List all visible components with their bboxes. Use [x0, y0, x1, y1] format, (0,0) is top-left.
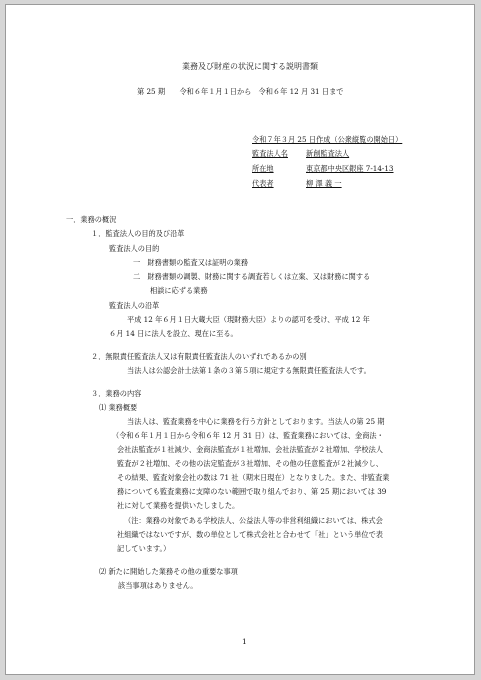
- created-date: 令和７年３月 25 日作成（公衆縦覧の開始日）: [252, 135, 403, 144]
- representative-value: 柳 澤 義 一: [306, 179, 342, 188]
- address-value: 東京都中央区銀座 7-14-13: [306, 164, 394, 173]
- overview-line-4: 監査が２社増加、その他の法定監査が３社増加、その他の任意監査が２社減少し、: [117, 459, 383, 468]
- purpose-item-1: 一 財務書類の監査又は証明の業務: [133, 258, 249, 267]
- note-line-3: 記しています。）: [117, 544, 171, 553]
- overview-line-7: 社に対して業務を提供いたしました。: [117, 501, 240, 510]
- document-page: [5, 4, 475, 675]
- overview-line-2: （令和６年１月１日から令和６年 12 月 31 日）は、監査業務においては、金商法・: [112, 431, 384, 440]
- subsection-heading: １．監査法人の目的及び沿革: [91, 229, 185, 238]
- liability-text: 当法人は公認会計士法第１条の３第５項に規定する無限責任監査法人です。: [127, 366, 371, 375]
- overview-line-1: 当法人は、監査業務を中心に業務を行う方針としております。当法人の第 25 期: [127, 417, 385, 426]
- representative-label: 代表者: [252, 179, 274, 188]
- purpose-item-2-cont: 相談に応ずる業務: [150, 286, 208, 295]
- history-text-1: 平成 12 年６月１日大蔵大臣（現財務大臣）よりの認可を受け、平成 12 年: [127, 315, 370, 324]
- auditor-name-label: 監査法人名: [252, 149, 288, 158]
- purpose-item-2: 二 財務書類の調製、財務に関する調査若しくは立案、又は財務に関する: [133, 272, 371, 281]
- history-heading: 監査法人の沿革: [109, 301, 160, 310]
- auditor-name-value: 新創監査法人: [306, 149, 350, 158]
- overview-line-5: その結果、監査対象会社の数は 71 社（期末日現在）となりました。また、非監査業: [117, 473, 390, 482]
- note-line-2: 社組織ではないですが、数の単位として株式会社と合わせて「社」という単位で表: [117, 530, 383, 539]
- purpose-heading: 監査法人の目的: [109, 244, 160, 253]
- subsection-heading-3: ３．業務の内容: [91, 389, 142, 398]
- note-line-1: （注：業務の対象である学校法人、公益法人等の非営利組織においては、株式会: [124, 516, 383, 525]
- document-title: 業務及び財産の状況に関する説明書類: [182, 62, 318, 71]
- section-heading: 一．業務の概況: [66, 215, 117, 224]
- fiscal-period: 第 25 期 令和６年１月１日から 令和６年 12 月 31 日まで: [137, 87, 344, 96]
- business-overview-heading: ⑴ 業務概要: [99, 403, 138, 412]
- new-business-text: 該当事項はありません。: [118, 581, 198, 590]
- address-label: 所在地: [252, 164, 274, 173]
- overview-line-3: 会社法監査が１社減少、金商法監査が１社増加、会社法監査が２社増加、学校法人: [117, 445, 383, 454]
- history-text-2: ６月 14 日に法人を設立、現在に至る。: [109, 329, 238, 338]
- overview-line-6: 務についても監査業務に支障のない範囲で取り組んでおり、第 25 期においては 39: [117, 487, 387, 496]
- subsection-heading-2: ２．無限責任監査法人又は有限責任監査法人のいずれであるかの別: [91, 352, 307, 361]
- page-number: 1: [242, 637, 247, 646]
- new-business-heading: ⑵ 新たに開始した業務その他の重要な事項: [99, 567, 238, 576]
